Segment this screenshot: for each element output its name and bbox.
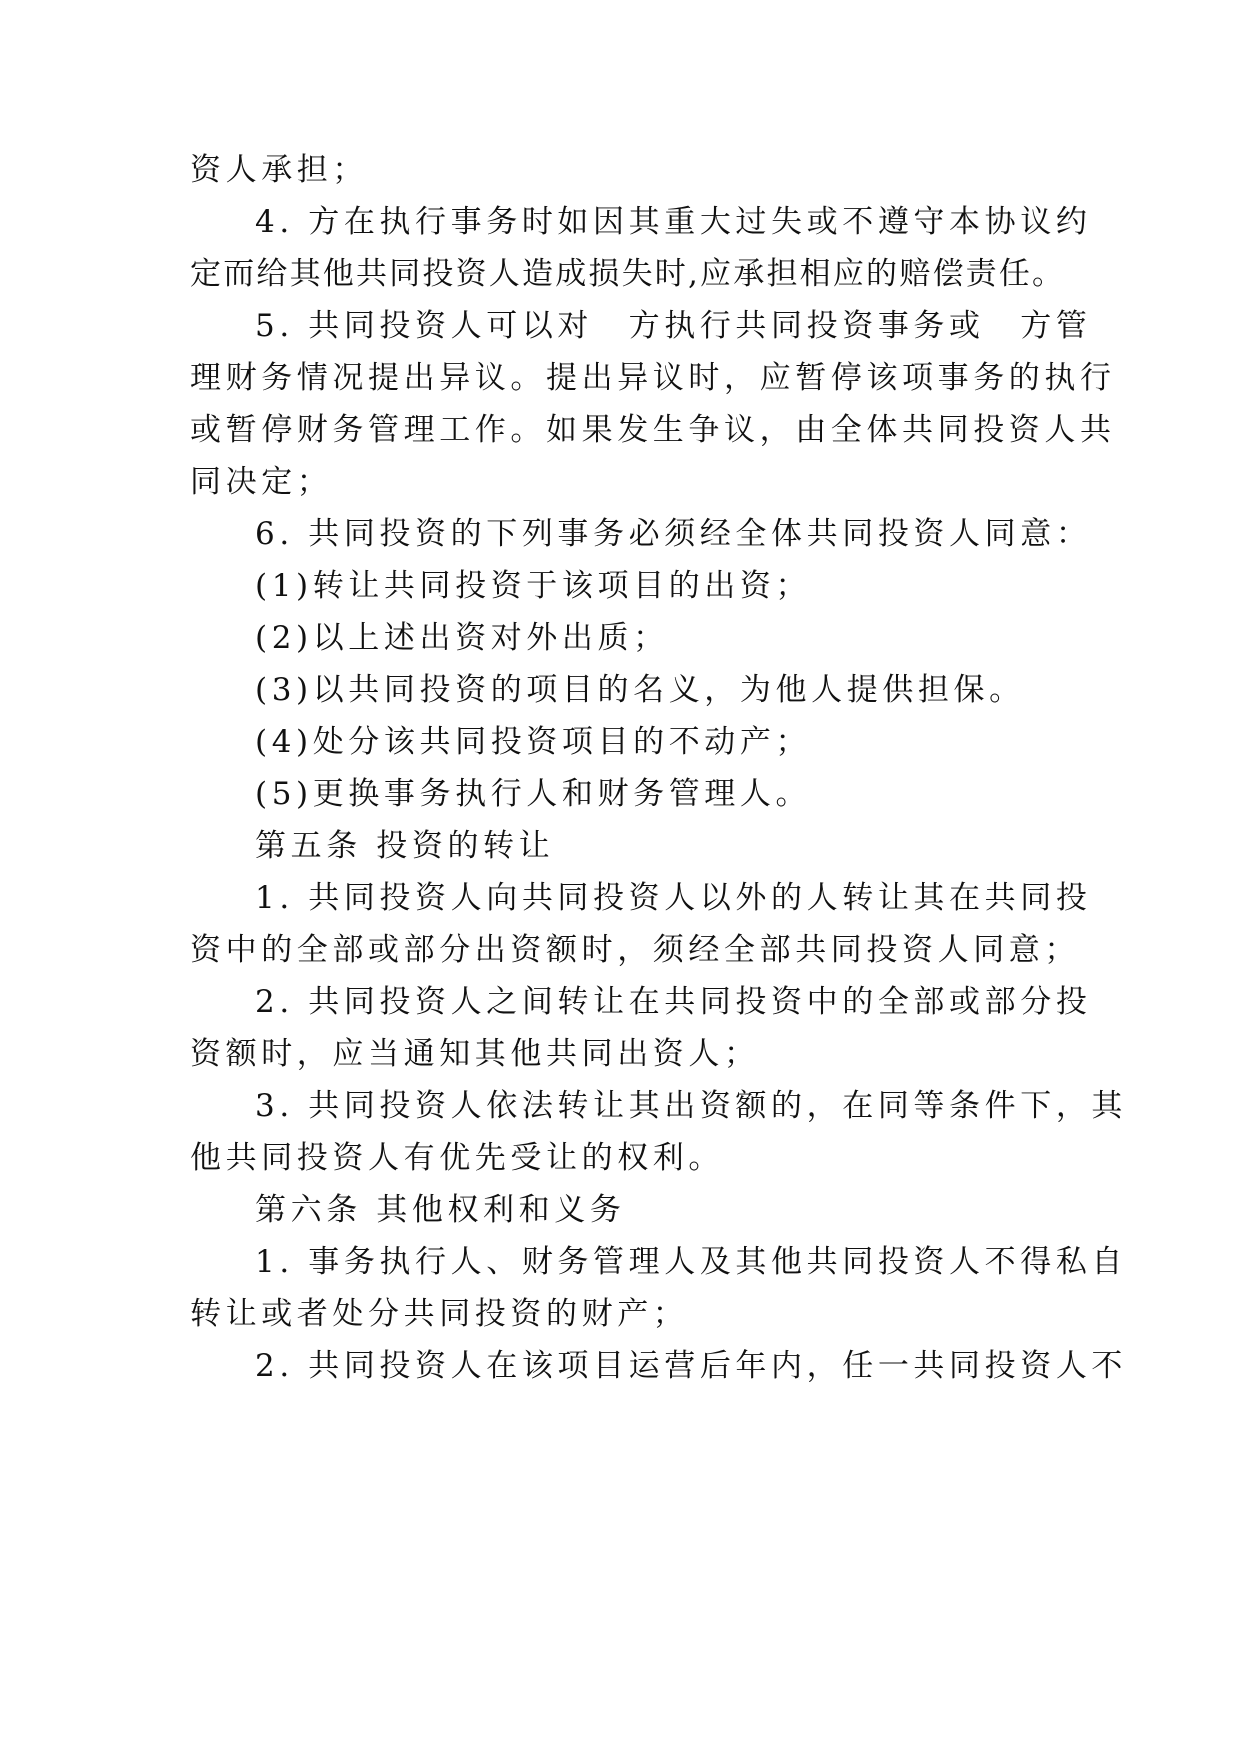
text-line: 定而给其他共同投资人造成损失时,应承担相应的赔偿责任。 [190,256,1066,292]
list-item: (4)处分该共同投资项目的不动产； [255,724,812,760]
list-item: (5)更换事务执行人和财务管理人。 [255,776,812,812]
text-line: 资中的全部或部分出资额时，须经全部共同投资人同意； [190,932,1080,968]
section-heading: 第五条 投资的转让 [255,828,555,864]
clause-5: 5. 共同投资人可以对 方执行共同投资事务或 方管 [255,308,1092,344]
text-line: 资额时，应当通知其他共同出资人； [190,1036,760,1072]
text-line: 转让或者处分共同投资的财产； [190,1296,689,1332]
list-item: (3)以共同投资的项目的名义，为他人提供担保。 [255,672,1025,708]
clause-2: 2. 共同投资人在该项目运营后年内，任一共同投资人不 [255,1348,1128,1384]
text-line: 理财务情况提出异议。提出异议时，应暂停该项事务的执行 [190,360,1116,396]
text-line: 或暂停财务管理工作。如果发生争议，由全体共同投资人共 [190,412,1116,448]
clause-3: 3. 共同投资人依法转让其出资额的，在同等条件下，其 [255,1088,1128,1124]
clause-4: 4. 方在执行事务时如因其重大过失或不遵守本协议约 [255,204,1092,240]
text-line: 同决定； [190,464,333,500]
clause-2: 2. 共同投资人之间转让在共同投资中的全部或部分投 [255,984,1092,1020]
section-heading: 第六条 其他权利和义务 [255,1192,626,1228]
text-line: 资人承担； [190,152,368,188]
text-line: 他共同投资人有优先受让的权利。 [190,1140,724,1176]
clause-1: 1. 共同投资人向共同投资人以外的人转让其在共同投 [255,880,1092,916]
list-item: (2)以上述出资对外出质； [255,620,669,656]
clause-1: 1. 事务执行人、财务管理人及其他共同投资人不得私自 [255,1244,1128,1280]
clause-6: 6. 共同投资的下列事务必须经全体共同投资人同意： [255,516,1092,552]
list-item: (1)转让共同投资于该项目的出资； [255,568,812,604]
